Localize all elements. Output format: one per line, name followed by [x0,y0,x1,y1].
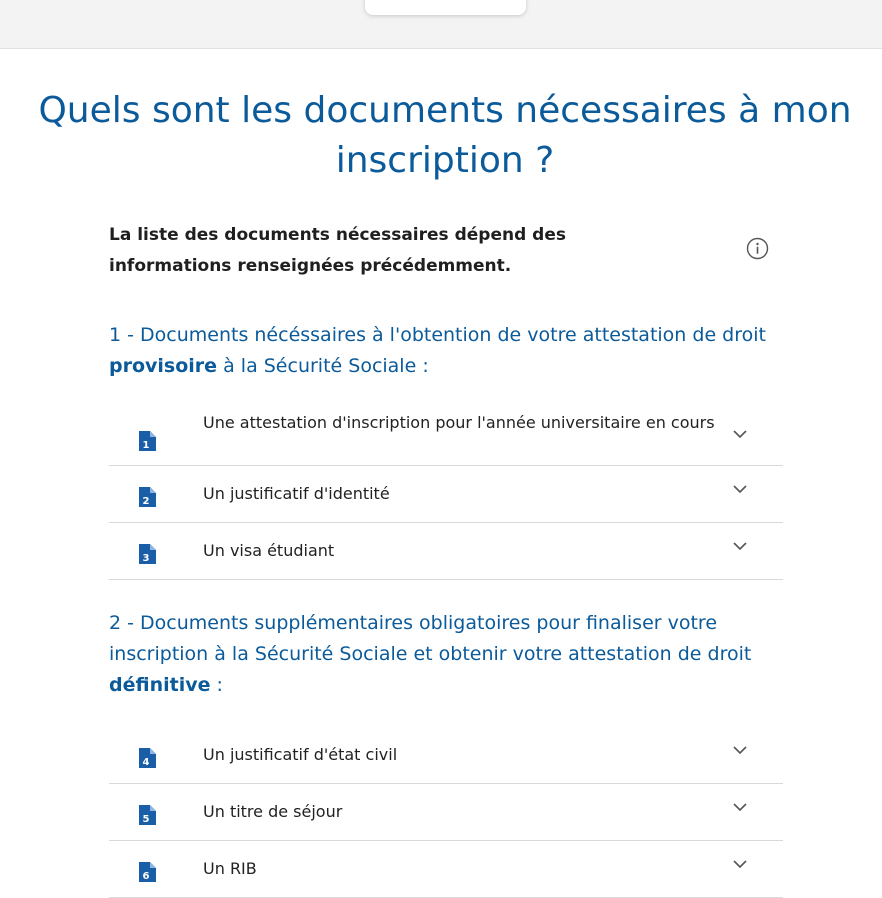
document-label: Un visa étudiant [203,541,335,560]
numbered-document-icon [139,544,156,564]
document-number: 5 [142,814,150,825]
info-circle-icon[interactable] [746,237,769,260]
section-heading-text: 2 - Documents supplémentaires obligatoires pour finaliser votre inscription à la Sécurité Sociale et obtenir votre attestation de droit [109,612,752,665]
document-label: Un RIB [203,859,257,878]
top-tab[interactable] [365,0,526,15]
top-bar [0,0,882,49]
document-number: 3 [142,553,150,564]
section-heading-definitive [109,608,789,701]
section-heading-provisional [109,320,789,382]
chevron-down-icon[interactable] [733,859,747,869]
document-item-residence-permit[interactable] [109,784,783,841]
document-label: Un titre de séjour [203,802,343,821]
document-item-identity[interactable] [109,466,783,523]
document-item-visa[interactable] [109,523,783,580]
numbered-document-icon [139,431,156,451]
provisional-documents-list [109,404,783,580]
numbered-document-icon [139,487,156,507]
document-number: 6 [142,871,150,882]
definitive-documents-list [109,727,783,898]
chevron-down-icon[interactable] [733,429,747,439]
document-label: Un justificatif d'état civil [203,745,398,764]
intro-text: La liste des documents nécessaires dépend des informations renseignées précédemment. [109,225,566,276]
chevron-down-icon[interactable] [733,541,747,551]
section-heading-text: à la Sécurité Sociale : [217,355,429,377]
numbered-document-icon [139,805,156,825]
chevron-down-icon[interactable] [733,802,747,812]
document-label: Un justificatif d'identité [203,484,390,503]
document-item-civil-status[interactable] [109,727,783,784]
document-number: 2 [142,496,150,507]
page-title: Quels sont les documents nécessaires à mon inscription ? [38,90,852,181]
section-heading-text: 1 - Documents nécéssaires à l'obtention de votre attestation de droit [109,324,766,346]
section-heading-emphasis: provisoire [109,355,218,377]
chevron-down-icon[interactable] [733,745,747,755]
document-number: 1 [142,440,150,451]
section-heading-emphasis: définitive [109,674,211,696]
section-heading-text: : [210,674,223,696]
numbered-document-icon [139,748,156,768]
chevron-down-icon[interactable] [733,484,747,494]
numbered-document-icon [139,862,156,882]
document-number: 4 [142,757,150,768]
document-item-rib[interactable] [109,841,783,898]
document-item-attestation[interactable] [109,404,783,466]
document-label: Une attestation d'inscription pour l'année universitaire en cours [203,413,715,432]
